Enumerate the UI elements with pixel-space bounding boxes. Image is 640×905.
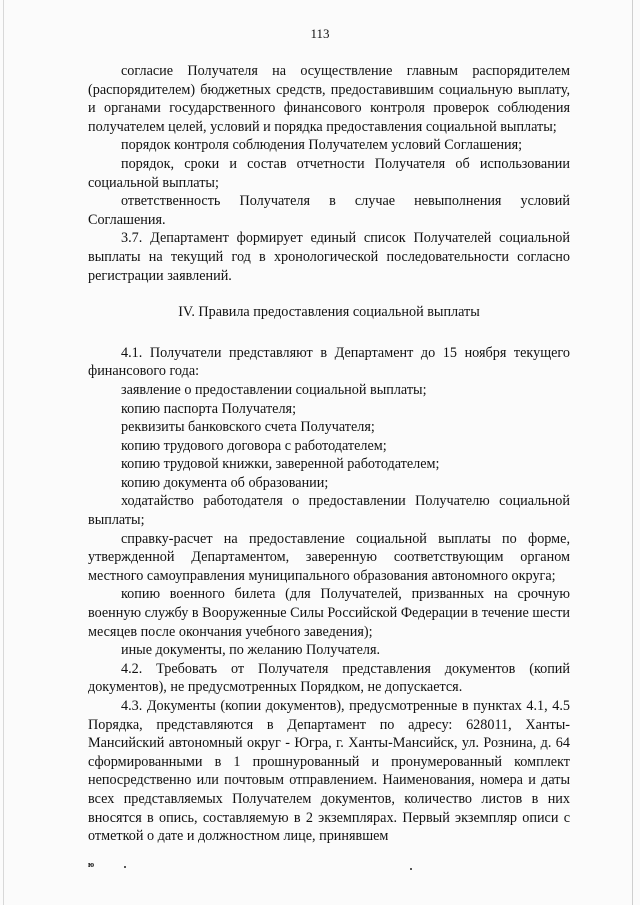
list-item-other-documents: иные документы, по желанию Получателя. [121,642,381,659]
list-item-bank-details: реквизиты банковского счета Получателя; [121,419,375,436]
paragraph-consent: согласие Получателя на осуществление главным распорядителем (распорядителем) бюджетных средств, предоставившим социальную выплату, и органами государственного финансового контроля проверок соблюдения получателем целей, условий и порядка предоставления социальной выплаты; [88,63,570,135]
paragraph-3-7: 3.7. Департамент формирует единый список Получателей социальной выплаты на текущий год в хронологической последовательности согласно регистрации заявлений. [88,230,570,284]
paragraph-4-3: 4.3. Документы (копии документов), предусмотренные в пунктах 4.1, 4.5 Порядка, представляются в Департамент по адресу: 628011, Ханты-Мансийский автономный округ - Югра, г. Ханты-Мансийск, ул. Рознина, д. 64 сформированными в 1 прошнурованный и пронумерованный комплект непосредственно или почтовым отправлением. Наименования, номера и даты всех представляемых Получателем документов, количество листов в них вносятся в опись, составляемую в 2 экземплярах. Первый экземпляр описи с отметкой о дате и должностном лице, принявшем [88,698,570,845]
scan-edge-left [3,0,4,905]
paragraph-control-procedure: порядок контроля соблюдения Получателем условий Соглашения; [121,137,523,154]
list-item-military-id: копию военного билета (для Получателей, призванных на срочную военную службу в Вооруженные Силы Российской Федерации в течение шести месяцев после окончания учебного заведения); [88,586,570,640]
list-item-labor-contract: копию трудового договора с работодателем; [121,437,387,454]
paragraph-reporting: порядок, сроки и состав отчетности Получателя об использовании социальной выплаты; [88,155,570,191]
list-item-work-book: копию трудовой книжки, заверенной работодателем; [121,456,440,473]
document-body [88,62,570,846]
list-item-application: заявление о предоставлении социальной выплаты; [121,381,427,398]
list-item-passport: копию паспорта Получателя; [121,400,297,417]
scan-edge-right [632,0,633,905]
paragraph-4-2: 4.2. Требовать от Получателя представления документов (копий документов), не предусмотренных Порядком, не допускается. [88,660,570,696]
section-heading: IV. Правила предоставления социальной выплаты [178,304,480,321]
list-item-education-document: копию документа об образовании; [121,474,329,491]
scan-speck [124,866,126,868]
paragraph-4-1: 4.1. Получатели представляют в Департамент до 15 ноября текущего финансового года: [88,344,570,380]
scan-speck [410,868,412,870]
list-item-employer-petition: ходатайство работодателя о предоставлении Получателю социальной выплаты; [88,493,570,529]
footer-mark: ю [88,860,95,869]
list-item-calculation-certificate: справку-расчет на предоставление социальной выплаты по форме, утвержденной Департаментом, заверенную соответствующим органом местного самоуправления муниципального образования автономного округа; [88,530,570,584]
page-number: 113 [310,26,330,41]
paragraph-responsibility: ответственность Получателя в случае невыполнения условий Соглашения. [88,193,570,228]
